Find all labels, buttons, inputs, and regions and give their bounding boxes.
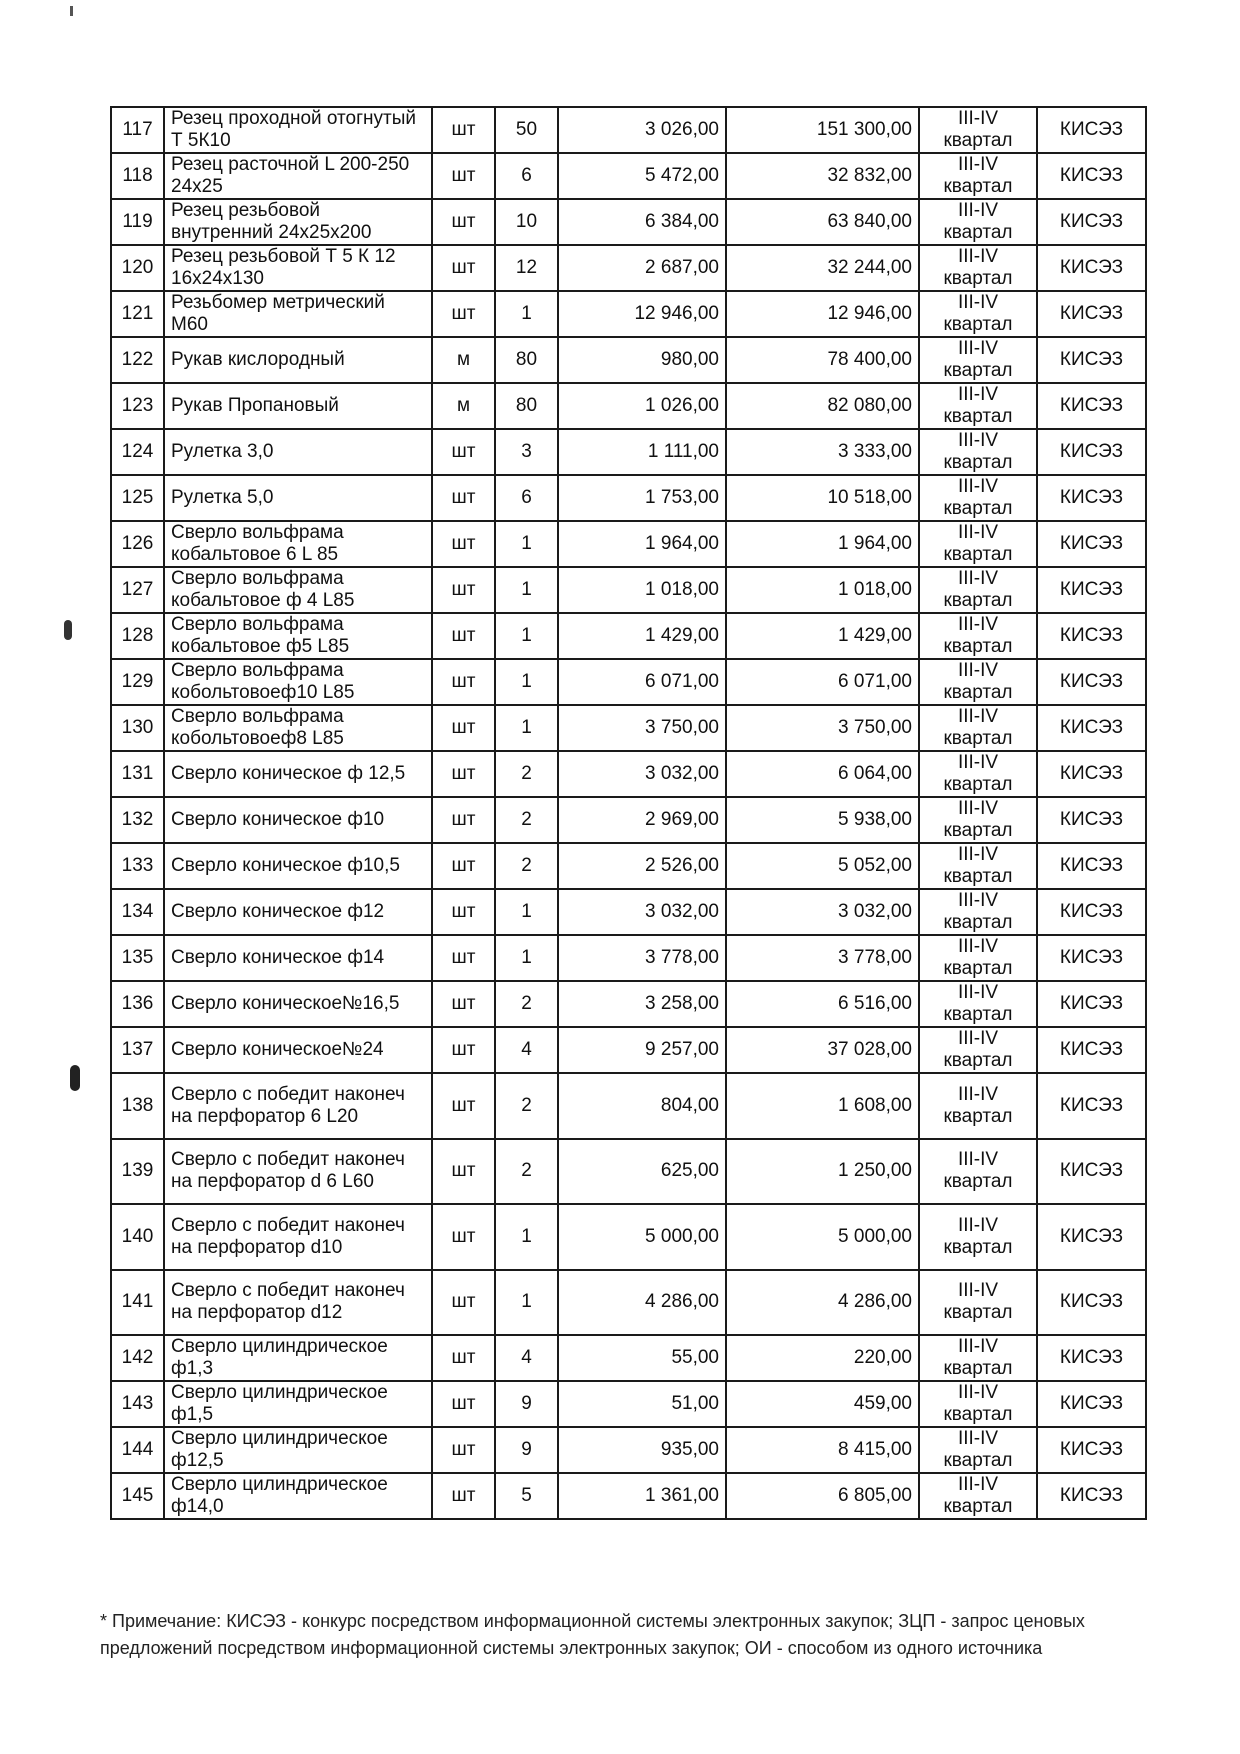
delivery-period: III-IV квартал [919, 429, 1037, 475]
total-sum: 8 415,00 [726, 1427, 919, 1473]
item-name: Сверло цилиндрическое ф1,5 [164, 1381, 432, 1427]
delivery-period: III-IV квартал [919, 705, 1037, 751]
unit-price: 3 032,00 [558, 751, 726, 797]
procurement-table [110, 106, 1147, 1520]
quantity: 4 [495, 1027, 558, 1073]
quantity: 2 [495, 843, 558, 889]
row-number: 132 [111, 797, 164, 843]
table-row [111, 337, 1146, 383]
quantity: 9 [495, 1381, 558, 1427]
row-number: 135 [111, 935, 164, 981]
item-name: Сверло с победит наконеч на перфоратор d10 [164, 1204, 432, 1270]
total-sum: 6 064,00 [726, 751, 919, 797]
unit: шт [432, 981, 495, 1027]
footnote: * Примечание: КИСЭЗ - конкурс посредством информационной системы электронных закупок; ЗЦП - запрос ценовых предложений посредством информационной системы электронных закупок; ОИ - способом из одного источника [100, 1611, 1085, 1658]
unit-price: 3 778,00 [558, 935, 726, 981]
table-row [111, 797, 1146, 843]
delivery-period: III-IV квартал [919, 797, 1037, 843]
unit-price: 55,00 [558, 1335, 726, 1381]
row-number: 136 [111, 981, 164, 1027]
unit: шт [432, 429, 495, 475]
procurement-method: КИСЭЗ [1037, 1473, 1146, 1519]
unit: шт [432, 107, 495, 153]
table-row [111, 521, 1146, 567]
row-number: 129 [111, 659, 164, 705]
quantity: 2 [495, 1139, 558, 1205]
quantity: 2 [495, 797, 558, 843]
total-sum: 1 250,00 [726, 1139, 919, 1205]
row-number: 134 [111, 889, 164, 935]
unit-price: 1 753,00 [558, 475, 726, 521]
row-number: 121 [111, 291, 164, 337]
item-name: Сверло коническое№16,5 [164, 981, 432, 1027]
unit-price: 1 429,00 [558, 613, 726, 659]
unit-price: 6 384,00 [558, 199, 726, 245]
item-name: Сверло коническое ф10,5 [164, 843, 432, 889]
delivery-period: III-IV квартал [919, 1473, 1037, 1519]
item-name: Сверло цилиндрическое ф1,3 [164, 1335, 432, 1381]
table-row [111, 751, 1146, 797]
procurement-method: КИСЭЗ [1037, 843, 1146, 889]
table-row [111, 1270, 1146, 1336]
table-body [111, 107, 1146, 1519]
item-name: Резьбомер метрический М60 [164, 291, 432, 337]
total-sum: 63 840,00 [726, 199, 919, 245]
unit-price: 2 969,00 [558, 797, 726, 843]
total-sum: 32 832,00 [726, 153, 919, 199]
table-row [111, 1073, 1146, 1139]
unit-price: 3 258,00 [558, 981, 726, 1027]
item-name: Сверло коническое ф10 [164, 797, 432, 843]
total-sum: 82 080,00 [726, 383, 919, 429]
delivery-period: III-IV квартал [919, 291, 1037, 337]
item-name: Рукав Пропановый [164, 383, 432, 429]
unit: м [432, 383, 495, 429]
quantity: 2 [495, 751, 558, 797]
quantity: 1 [495, 889, 558, 935]
procurement-method: КИСЭЗ [1037, 153, 1146, 199]
delivery-period: III-IV квартал [919, 1027, 1037, 1073]
scan-corner-mark [70, 6, 73, 16]
procurement-method: КИСЭЗ [1037, 291, 1146, 337]
total-sum: 6 805,00 [726, 1473, 919, 1519]
quantity: 5 [495, 1473, 558, 1519]
delivery-period: III-IV квартал [919, 383, 1037, 429]
unit: шт [432, 1381, 495, 1427]
unit-price: 3 026,00 [558, 107, 726, 153]
quantity: 1 [495, 935, 558, 981]
delivery-period: III-IV квартал [919, 1073, 1037, 1139]
row-number: 128 [111, 613, 164, 659]
total-sum: 1 429,00 [726, 613, 919, 659]
unit-price: 980,00 [558, 337, 726, 383]
procurement-method: КИСЭЗ [1037, 981, 1146, 1027]
quantity: 9 [495, 1427, 558, 1473]
table-row [111, 153, 1146, 199]
item-name: Сверло коническое ф14 [164, 935, 432, 981]
unit: шт [432, 521, 495, 567]
unit-price: 1 018,00 [558, 567, 726, 613]
row-number: 142 [111, 1335, 164, 1381]
table-row [111, 705, 1146, 751]
quantity: 1 [495, 291, 558, 337]
item-name: Резец расточной L 200-250 24х25 [164, 153, 432, 199]
delivery-period: III-IV квартал [919, 1427, 1037, 1473]
total-sum: 459,00 [726, 1381, 919, 1427]
row-number: 125 [111, 475, 164, 521]
quantity: 6 [495, 153, 558, 199]
unit-price: 1 964,00 [558, 521, 726, 567]
unit-price: 935,00 [558, 1427, 726, 1473]
unit: шт [432, 1027, 495, 1073]
procurement-method: КИСЭЗ [1037, 1204, 1146, 1270]
row-number: 144 [111, 1427, 164, 1473]
quantity: 1 [495, 1204, 558, 1270]
procurement-method: КИСЭЗ [1037, 1027, 1146, 1073]
unit-price: 625,00 [558, 1139, 726, 1205]
row-number: 141 [111, 1270, 164, 1336]
total-sum: 3 333,00 [726, 429, 919, 475]
unit: шт [432, 889, 495, 935]
unit: шт [432, 843, 495, 889]
procurement-method: КИСЭЗ [1037, 751, 1146, 797]
row-number: 145 [111, 1473, 164, 1519]
scan-punch-hole-mark [64, 620, 72, 640]
item-name: Сверло вольфрама кобольтовоеф8 L85 [164, 705, 432, 751]
procurement-method: КИСЭЗ [1037, 199, 1146, 245]
total-sum: 6 071,00 [726, 659, 919, 705]
row-number: 143 [111, 1381, 164, 1427]
unit-price: 51,00 [558, 1381, 726, 1427]
unit-price: 12 946,00 [558, 291, 726, 337]
row-number: 131 [111, 751, 164, 797]
table-row [111, 843, 1146, 889]
delivery-period: III-IV квартал [919, 337, 1037, 383]
unit: шт [432, 1139, 495, 1205]
item-name: Рулетка 5,0 [164, 475, 432, 521]
procurement-method: КИСЭЗ [1037, 1335, 1146, 1381]
quantity: 1 [495, 521, 558, 567]
item-name: Сверло коническое№24 [164, 1027, 432, 1073]
quantity: 12 [495, 245, 558, 291]
delivery-period: III-IV квартал [919, 843, 1037, 889]
total-sum: 1 018,00 [726, 567, 919, 613]
quantity: 50 [495, 107, 558, 153]
row-number: 127 [111, 567, 164, 613]
quantity: 10 [495, 199, 558, 245]
table-row [111, 659, 1146, 705]
row-number: 130 [111, 705, 164, 751]
unit-price: 2 526,00 [558, 843, 726, 889]
table-row [111, 291, 1146, 337]
delivery-period: III-IV квартал [919, 1270, 1037, 1336]
unit-price: 9 257,00 [558, 1027, 726, 1073]
delivery-period: III-IV квартал [919, 567, 1037, 613]
scan-punch-hole-mark [70, 1065, 80, 1091]
quantity: 4 [495, 1335, 558, 1381]
table-row [111, 1139, 1146, 1205]
item-name: Сверло с победит наконеч на перфоратор d12 [164, 1270, 432, 1336]
item-name: Сверло вольфрама кобальтовое 6 L 85 [164, 521, 432, 567]
delivery-period: III-IV квартал [919, 475, 1037, 521]
table-row [111, 1473, 1146, 1519]
delivery-period: III-IV квартал [919, 199, 1037, 245]
unit-price: 1 026,00 [558, 383, 726, 429]
unit: шт [432, 1335, 495, 1381]
unit-price: 4 286,00 [558, 1270, 726, 1336]
table-row [111, 383, 1146, 429]
unit: шт [432, 1270, 495, 1336]
table-row [111, 1204, 1146, 1270]
quantity: 1 [495, 1270, 558, 1336]
procurement-method: КИСЭЗ [1037, 383, 1146, 429]
unit-price: 804,00 [558, 1073, 726, 1139]
row-number: 118 [111, 153, 164, 199]
table-row [111, 1381, 1146, 1427]
row-number: 124 [111, 429, 164, 475]
row-number: 120 [111, 245, 164, 291]
quantity: 80 [495, 383, 558, 429]
unit: шт [432, 1427, 495, 1473]
total-sum: 3 778,00 [726, 935, 919, 981]
total-sum: 3 750,00 [726, 705, 919, 751]
procurement-method: КИСЭЗ [1037, 797, 1146, 843]
quantity: 1 [495, 613, 558, 659]
table-row [111, 475, 1146, 521]
procurement-method: КИСЭЗ [1037, 889, 1146, 935]
table-row [111, 1427, 1146, 1473]
quantity: 6 [495, 475, 558, 521]
total-sum: 6 516,00 [726, 981, 919, 1027]
delivery-period: III-IV квартал [919, 613, 1037, 659]
row-number: 126 [111, 521, 164, 567]
row-number: 138 [111, 1073, 164, 1139]
item-name: Сверло вольфрама кобальтовое ф 4 L85 [164, 567, 432, 613]
unit-price: 3 750,00 [558, 705, 726, 751]
row-number: 137 [111, 1027, 164, 1073]
total-sum: 4 286,00 [726, 1270, 919, 1336]
unit: шт [432, 291, 495, 337]
procurement-method: КИСЭЗ [1037, 245, 1146, 291]
unit-price: 1 111,00 [558, 429, 726, 475]
total-sum: 5 938,00 [726, 797, 919, 843]
procurement-method: КИСЭЗ [1037, 659, 1146, 705]
unit: шт [432, 613, 495, 659]
unit-price: 5 472,00 [558, 153, 726, 199]
delivery-period: III-IV квартал [919, 1381, 1037, 1427]
item-name: Сверло коническое ф12 [164, 889, 432, 935]
total-sum: 10 518,00 [726, 475, 919, 521]
delivery-period: III-IV квартал [919, 889, 1037, 935]
table-row [111, 199, 1146, 245]
delivery-period: III-IV квартал [919, 981, 1037, 1027]
procurement-method: КИСЭЗ [1037, 1073, 1146, 1139]
quantity: 2 [495, 981, 558, 1027]
total-sum: 220,00 [726, 1335, 919, 1381]
row-number: 117 [111, 107, 164, 153]
delivery-period: III-IV квартал [919, 1204, 1037, 1270]
procurement-method: КИСЭЗ [1037, 107, 1146, 153]
item-name: Резец резьбовой внутренний 24х25х200 [164, 199, 432, 245]
total-sum: 78 400,00 [726, 337, 919, 383]
unit: шт [432, 245, 495, 291]
delivery-period: III-IV квартал [919, 153, 1037, 199]
item-name: Сверло коническое ф 12,5 [164, 751, 432, 797]
total-sum: 12 946,00 [726, 291, 919, 337]
unit: шт [432, 797, 495, 843]
row-number: 139 [111, 1139, 164, 1205]
procurement-method: КИСЭЗ [1037, 705, 1146, 751]
unit: шт [432, 475, 495, 521]
row-number: 133 [111, 843, 164, 889]
delivery-period: III-IV квартал [919, 245, 1037, 291]
procurement-method: КИСЭЗ [1037, 1427, 1146, 1473]
unit: шт [432, 751, 495, 797]
procurement-method: КИСЭЗ [1037, 1381, 1146, 1427]
row-number: 140 [111, 1204, 164, 1270]
unit: шт [432, 705, 495, 751]
table-row [111, 613, 1146, 659]
procurement-method: КИСЭЗ [1037, 1270, 1146, 1336]
table-row [111, 889, 1146, 935]
delivery-period: III-IV квартал [919, 107, 1037, 153]
item-name: Сверло цилиндрическое ф12,5 [164, 1427, 432, 1473]
total-sum: 1 608,00 [726, 1073, 919, 1139]
total-sum: 1 964,00 [726, 521, 919, 567]
item-name: Сверло цилиндрическое ф14,0 [164, 1473, 432, 1519]
unit: шт [432, 1204, 495, 1270]
unit: шт [432, 153, 495, 199]
item-name: Сверло вольфрама кобольтовоеф10 L85 [164, 659, 432, 705]
item-name: Рулетка 3,0 [164, 429, 432, 475]
delivery-period: III-IV квартал [919, 935, 1037, 981]
quantity: 3 [495, 429, 558, 475]
procurement-method: КИСЭЗ [1037, 521, 1146, 567]
procurement-method: КИСЭЗ [1037, 613, 1146, 659]
unit: м [432, 337, 495, 383]
row-number: 123 [111, 383, 164, 429]
item-name: Резец резьбовой Т 5 К 12 16х24х130 [164, 245, 432, 291]
procurement-method: КИСЭЗ [1037, 429, 1146, 475]
item-name: Резец проходной отогнутый Т 5К10 [164, 107, 432, 153]
item-name: Рукав кислородный [164, 337, 432, 383]
unit-price: 3 032,00 [558, 889, 726, 935]
delivery-period: III-IV квартал [919, 521, 1037, 567]
total-sum: 3 032,00 [726, 889, 919, 935]
unit: шт [432, 1473, 495, 1519]
table-row [111, 1335, 1146, 1381]
table-row [111, 245, 1146, 291]
table-row [111, 935, 1146, 981]
quantity: 80 [495, 337, 558, 383]
procurement-method: КИСЭЗ [1037, 475, 1146, 521]
item-name: Сверло вольфрама кобальтовое ф5 L85 [164, 613, 432, 659]
table-row [111, 981, 1146, 1027]
table-row [111, 567, 1146, 613]
delivery-period: III-IV квартал [919, 1139, 1037, 1205]
unit: шт [432, 1073, 495, 1139]
row-number: 122 [111, 337, 164, 383]
total-sum: 151 300,00 [726, 107, 919, 153]
table-row [111, 107, 1146, 153]
quantity: 1 [495, 659, 558, 705]
unit: шт [432, 935, 495, 981]
delivery-period: III-IV квартал [919, 1335, 1037, 1381]
procurement-method: КИСЭЗ [1037, 337, 1146, 383]
quantity: 1 [495, 705, 558, 751]
quantity: 2 [495, 1073, 558, 1139]
unit: шт [432, 659, 495, 705]
unit-price: 5 000,00 [558, 1204, 726, 1270]
procurement-method: КИСЭЗ [1037, 567, 1146, 613]
delivery-period: III-IV квартал [919, 659, 1037, 705]
row-number: 119 [111, 199, 164, 245]
total-sum: 5 000,00 [726, 1204, 919, 1270]
table-row [111, 429, 1146, 475]
procurement-method: КИСЭЗ [1037, 1139, 1146, 1205]
total-sum: 5 052,00 [726, 843, 919, 889]
unit-price: 2 687,00 [558, 245, 726, 291]
total-sum: 37 028,00 [726, 1027, 919, 1073]
unit-price: 6 071,00 [558, 659, 726, 705]
procurement-method: КИСЭЗ [1037, 935, 1146, 981]
total-sum: 32 244,00 [726, 245, 919, 291]
delivery-period: III-IV квартал [919, 751, 1037, 797]
unit: шт [432, 567, 495, 613]
item-name: Сверло с победит наконеч на перфоратор d 6 L60 [164, 1139, 432, 1205]
table-row [111, 1027, 1146, 1073]
item-name: Сверло с победит наконеч на перфоратор 6 L20 [164, 1073, 432, 1139]
quantity: 1 [495, 567, 558, 613]
unit: шт [432, 199, 495, 245]
unit-price: 1 361,00 [558, 1473, 726, 1519]
